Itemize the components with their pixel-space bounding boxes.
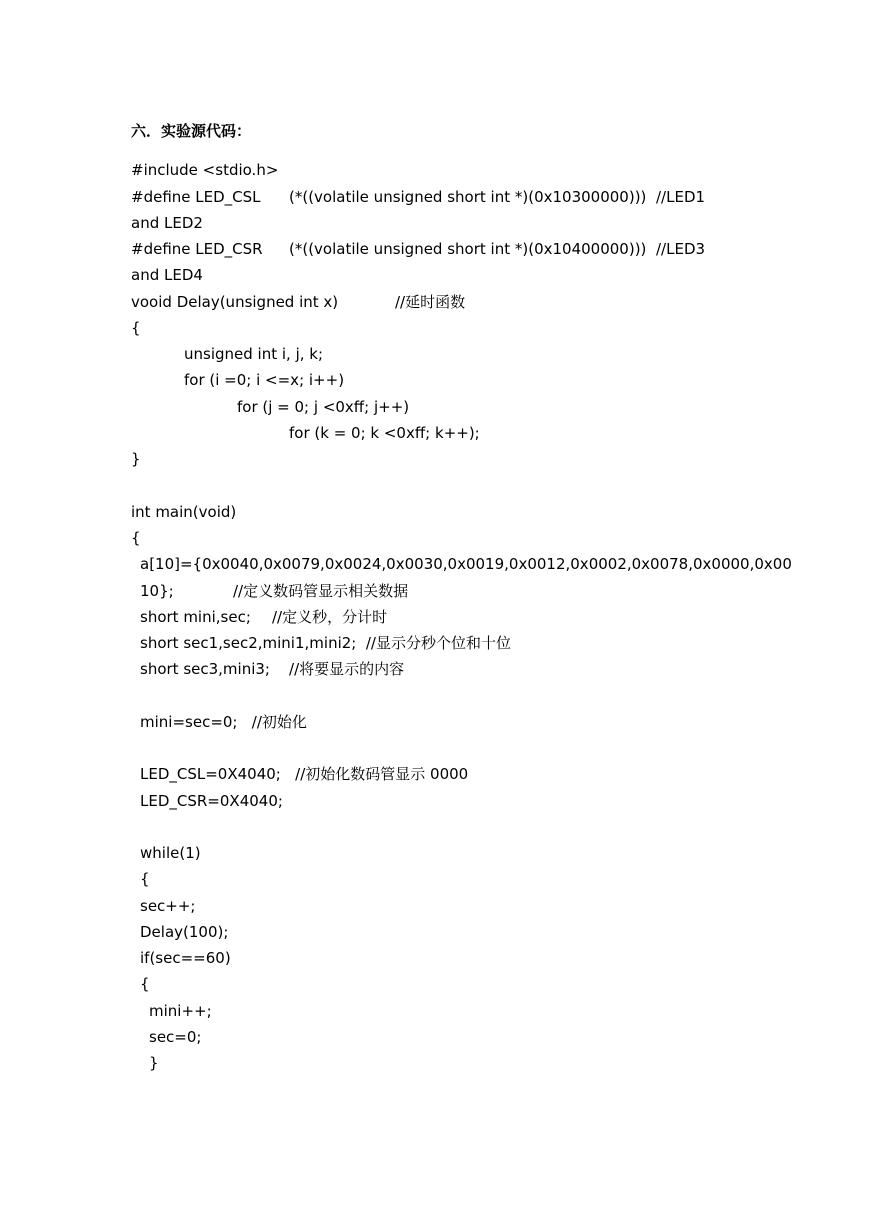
code-line: for (i =0; i <=x; i++) [184,371,345,389]
code-comment: //定义数码管显示相关数据 [233,582,409,600]
code-line: { [131,529,141,547]
code-line: for (k = 0; k <0xff; k++); [289,424,480,442]
code-line: LED_CSL=0X4040; //初始化数码管显示 0000 [140,765,469,783]
code-line: } [131,450,141,468]
code-comment: and LED4 [131,266,203,284]
section-heading: 六．实验源代码： [131,122,252,140]
code-line: sec=0; [149,1028,202,1046]
code-line: if(sec==60) [140,949,231,967]
code-line: int main(void) [131,503,237,521]
code-line: 10}; [140,582,174,600]
code-line: LED_CSR=0X4040; [140,792,283,810]
code-line: { [140,870,150,888]
code-comment: //LED1 [656,188,706,206]
code-line: for (j = 0; j <0xff; j++) [237,398,410,416]
code-comment: //LED3 [656,240,706,258]
code-line: short sec1,sec2,mini1,mini2; //显示分秒个位和十位 [140,634,511,652]
code-line: short mini,sec; [140,608,251,626]
code-line: mini++; [149,1002,212,1020]
code-line: #define LED_CSL [131,188,261,206]
code-line: a[10]={0x0040,0x0079,0x0024,0x0030,0x0019,0x0012,0x0002,0x0078,0x0000,0x00 [140,555,792,573]
code-comment: and LED2 [131,214,203,232]
code-line: { [131,319,141,337]
code-line: while(1) [140,844,201,862]
code-line: vooid Delay(unsigned int x) [131,293,339,311]
code-line: mini=sec=0; //初始化 [140,713,307,731]
code-comment: //延时函数 [395,293,466,311]
code-line: #define LED_CSR [131,240,263,258]
code-line: (*((volatile unsigned short int *)(0x10400000))) [289,240,647,258]
code-line: { [140,975,150,993]
code-line: sec++; [140,897,196,915]
code-line: #include <stdio.h> [131,161,279,179]
code-line: } [149,1054,159,1072]
code-line: short sec3,mini3; //将要显示的内容 [140,660,405,678]
code-line: Delay(100); [140,923,229,941]
code-line: unsigned int i, j, k; [184,345,324,363]
code-comment: //定义秒，分计时 [272,608,388,626]
code-line: (*((volatile unsigned short int *)(0x10300000))) [289,188,647,206]
